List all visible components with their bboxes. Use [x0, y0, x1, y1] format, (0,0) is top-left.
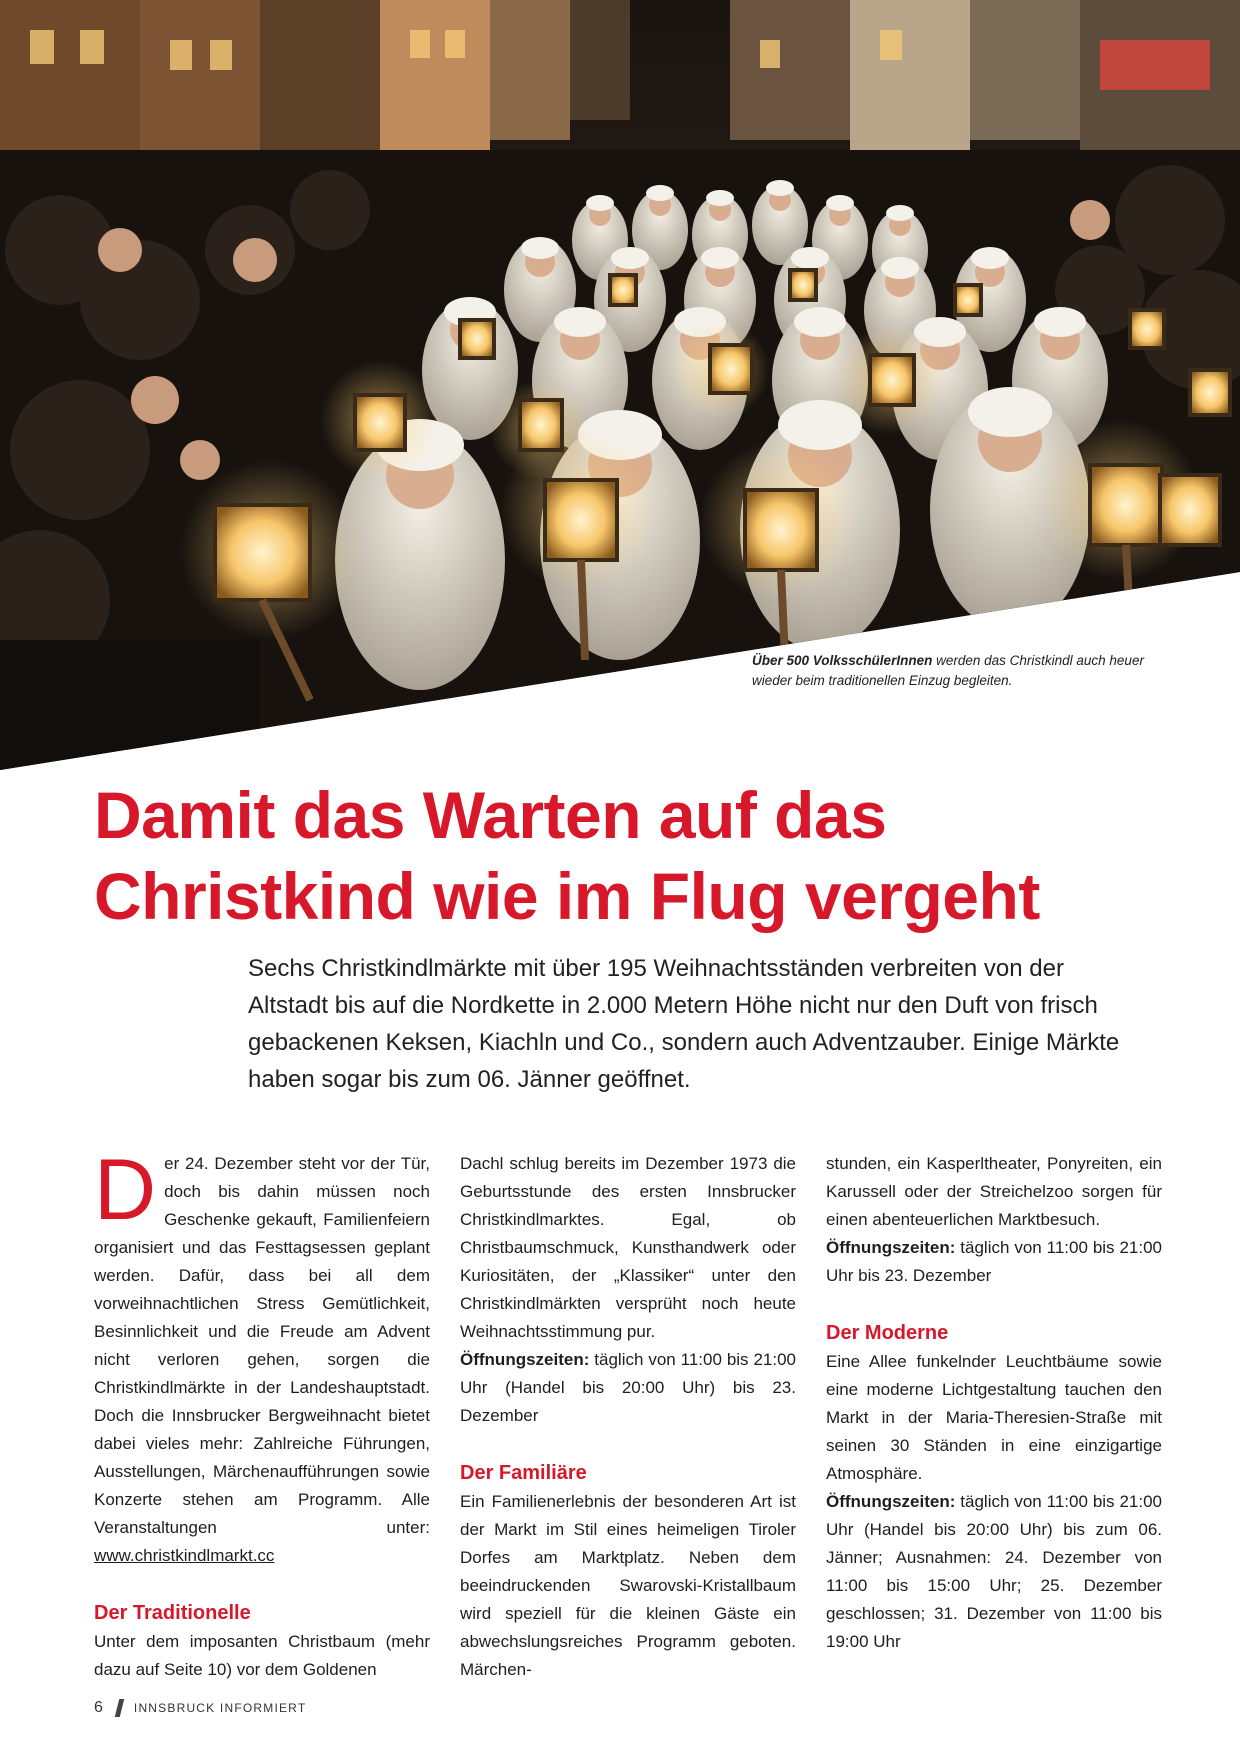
caption-bold: Über 500 VolksschülerInnen [752, 653, 933, 668]
moderne-text: Eine Allee funkelnder Leuchtbäume sowie eine moderne Lichtgestaltung tauchen den Markt in der Maria-Theresien-Straße mit seinen 30 Ständen in eine einzigartige Atmosphäre. [826, 1352, 1162, 1483]
photo-caption [752, 651, 1172, 691]
familiaere-hours [826, 1234, 1162, 1290]
slash-divider-icon [115, 1699, 124, 1717]
lead-paragraph: Sechs Christkindlmärkte mit über 195 Weihnachtsständen verbreiten von der Altstadt bis auf die Nordkette in 2.000 Metern Höhe nicht nur den Duft von frisch gebackenen Keksen, Kiachln und Co., sondern auch Adventzauber. Einige Märkte haben sogar bis zum 06. Jänner geöffnet. [248, 955, 1120, 1093]
intro-paragraph [94, 1142, 430, 1570]
heading-traditionelle: Der Traditionelle [94, 1602, 251, 1624]
column-2 [460, 1150, 796, 1684]
hours-label: Öffnungszeiten: [826, 1492, 956, 1511]
magazine-name: INNSBRUCK INFORMIERT [133, 1701, 307, 1715]
headline-line-2: Christkind wie im Flug vergeht [94, 859, 1040, 933]
hours-text: täglich von 11:00 bis 21:00 Uhr (Handel bis 20:00 Uhr) bis zum 06. Jänner; Ausnahmen: 24. Dezember von 11:00 bis 15:00 Uhr; 25. Dezember geschlossen; 31. Dezember von 11:00 bis 19:00 Uhr [826, 1492, 1162, 1651]
headline [94, 775, 1174, 937]
traditionelle-hours [460, 1346, 796, 1430]
headline-line-1: Damit das Warten auf das [94, 778, 887, 852]
traditionelle-text-part2: Dachl schlug bereits im Dezember 1973 die Geburtsstunde des ersten Innsbrucker Christkindlmarktes. Egal, ob Christbaumschmuck, Kunsthandwerk oder Kuriositäten, der „Klassiker“ unter den Christkindlmärkten versprüht noch heute Weihnachtsstimmung pur. [460, 1154, 796, 1341]
heading-familiaere: Der Familiäre [460, 1462, 587, 1484]
hours-label: Öffnungszeiten: [460, 1350, 590, 1369]
column-3 [826, 1150, 1162, 1656]
hours-text: täglich von 11:00 bis 21:00 Uhr bis 23. Dezember [826, 1238, 1162, 1285]
moderne-hours [826, 1488, 1162, 1656]
intro-text: er 24. Dezember steht vor der Tür, doch bis dahin müssen noch Geschenke gekauft, Familienfeiern organisiert und das Festtagsessen geplant werden. Dafür, dass bei all dem vorweihnachtlichen Stress Gemütlichkeit, Besinnlichkeit und die Freude am Advent nicht verloren gehen, sorgen die Christkindlmärkte in der Landeshauptstadt. Doch die Innsbrucker Bergweihnacht bietet dabei vieles mehr: Zahlreiche Führungen, Ausstellungen, Märchenaufführungen sowie Konzerte stehen am Programm. Alle Veranstaltungen unter: [94, 1154, 430, 1537]
page-footer [94, 1697, 306, 1719]
hours-text: täglich von 11:00 bis 21:00 Uhr (Handel bis 20:00 Uhr) bis 23. Dezember [460, 1350, 796, 1425]
column-1 [94, 1142, 430, 1684]
hours-label: Öffnungszeiten: [826, 1238, 956, 1257]
familiaere-text-part2: stunden, ein Kasperltheater, Ponyreiten, ein Karussell oder der Streichelzoo sorgen für einen abenteuerlichen Marktbesuch. [826, 1154, 1162, 1229]
drop-cap: D [94, 1142, 157, 1238]
caption-text: werden das Christkindl auch heuer wieder beim traditionellen Einzug begleiten. [752, 653, 1144, 688]
page-number: 6 [94, 1699, 103, 1716]
christkindlmarkt-link[interactable]: www.christkindlmarkt.cc [94, 1546, 275, 1565]
heading-moderne: Der Moderne [826, 1322, 949, 1344]
traditionelle-text-part1: Unter dem imposanten Christbaum (mehr dazu auf Seite 10) vor dem Goldenen [94, 1632, 430, 1679]
familiaere-text-part1: Ein Familienerlebnis der besonderen Art ist der Markt im Stil eines heimeligen Tiroler Dorfes am Marktplatz. Neben dem beeindruckenden Swarovski-Kristallbaum wird speziell für die kleinen Gäste ein abwechslungsreiches Programm geboten. Märchen- [460, 1492, 796, 1679]
